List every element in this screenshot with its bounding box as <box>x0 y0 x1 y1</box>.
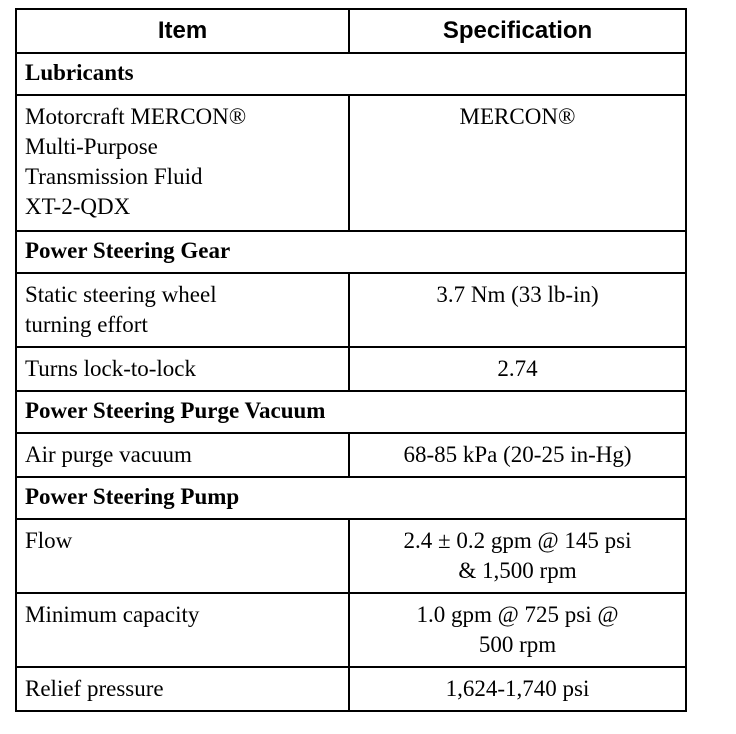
table-row <box>16 667 686 711</box>
spec-text-line: 500 rpm <box>478 632 557 657</box>
item-text-line: XT-2-QDX <box>25 194 131 219</box>
section-row-lubricants <box>16 53 686 95</box>
spec-text-line: 1.0 gpm @ 725 psi @ <box>416 602 619 627</box>
section-row-power-steering-gear <box>16 231 686 273</box>
spec-text-line: 2.74 <box>497 356 538 381</box>
section-title: Power Steering Pump <box>16 477 686 519</box>
table-row <box>16 593 686 667</box>
item-text-line: Static steering wheel <box>25 282 217 307</box>
item-cell <box>16 273 349 347</box>
header-row <box>16 9 686 53</box>
spec-cell <box>349 273 686 347</box>
table-row <box>16 433 686 477</box>
header-item: Item <box>16 9 349 53</box>
item-text-line: Flow <box>25 528 73 553</box>
spec-text-line: 3.7 Nm (33 lb-in) <box>436 282 599 307</box>
item-cell <box>16 433 349 477</box>
item-text-line: Turns lock-to-lock <box>25 356 197 381</box>
specification-table <box>15 8 687 712</box>
table-row <box>16 95 686 231</box>
item-cell <box>16 667 349 711</box>
item-text-line: Relief pressure <box>25 676 164 701</box>
table-row <box>16 273 686 347</box>
item-cell <box>16 95 349 231</box>
item-text-line: turning effort <box>25 312 148 337</box>
section-row-power-steering-pump <box>16 477 686 519</box>
section-title: Power Steering Gear <box>16 231 686 273</box>
section-title: Power Steering Purge Vacuum <box>16 391 686 433</box>
spec-text-line: MERCON® <box>459 104 576 129</box>
section-row-purge-vacuum <box>16 391 686 433</box>
spec-text-line: 2.4 ± 0.2 gpm @ 145 psi <box>403 528 632 553</box>
spec-text-line: & 1,500 rpm <box>458 558 577 583</box>
spec-cell <box>349 593 686 667</box>
header-specification: Specification <box>349 9 686 53</box>
item-text-line: Air purge vacuum <box>25 442 192 467</box>
table-row <box>16 519 686 593</box>
spec-cell <box>349 95 686 231</box>
item-text-line: Transmission Fluid <box>25 164 203 189</box>
spec-cell <box>349 519 686 593</box>
table-row <box>16 347 686 391</box>
spec-text-line: 1,624-1,740 psi <box>445 676 590 701</box>
section-title: Lubricants <box>16 53 686 95</box>
spec-text-line: 68-85 kPa (20-25 in-Hg) <box>403 442 632 467</box>
item-cell <box>16 593 349 667</box>
spec-cell <box>349 433 686 477</box>
spec-cell <box>349 667 686 711</box>
item-text-line: Multi-Purpose <box>25 134 158 159</box>
item-cell <box>16 347 349 391</box>
spec-cell <box>349 347 686 391</box>
item-text-line: Minimum capacity <box>25 602 200 627</box>
item-text-line: Motorcraft MERCON® <box>25 104 247 129</box>
item-cell <box>16 519 349 593</box>
